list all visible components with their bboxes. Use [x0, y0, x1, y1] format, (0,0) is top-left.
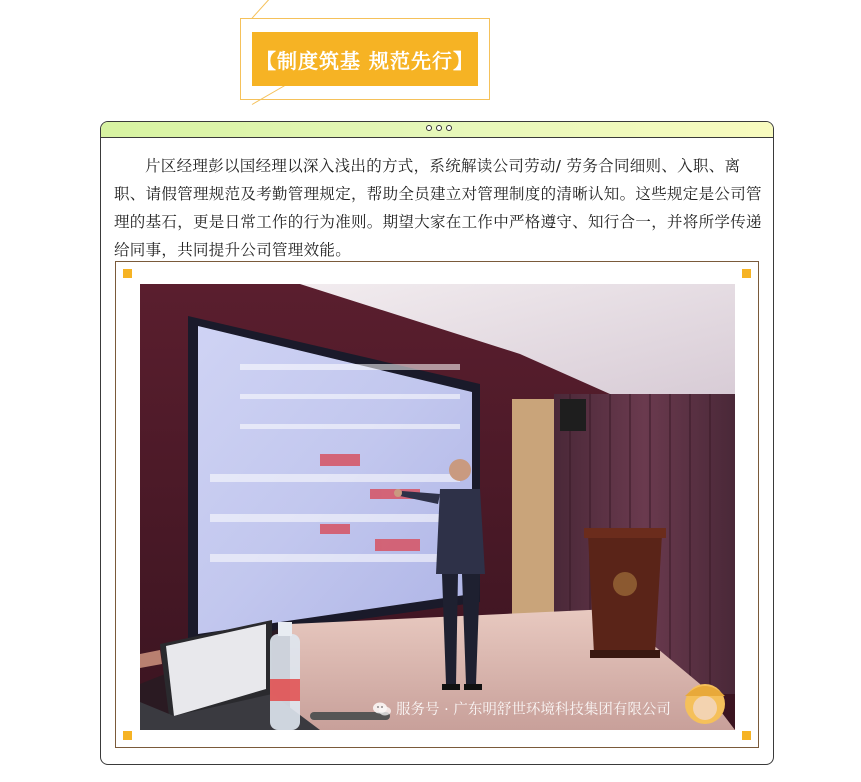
content-card	[100, 121, 774, 765]
card-header	[101, 122, 773, 138]
title-deco-line-top	[251, 0, 289, 19]
window-dots-icon	[426, 125, 452, 131]
title-box	[252, 32, 478, 86]
photo-frame	[115, 261, 759, 748]
dot-icon	[426, 125, 432, 131]
corner-deco	[742, 269, 751, 278]
corner-deco	[123, 731, 132, 740]
watermark-text: 服务号 · 广东明舒世环境科技集团有限公司	[396, 702, 671, 718]
wechat-icon	[372, 701, 392, 717]
watermark	[372, 698, 671, 719]
training-photo	[140, 284, 735, 730]
section-title: 【制度筑基 规范先行】	[256, 48, 474, 73]
training-photo-illustration	[140, 284, 735, 730]
dot-icon	[446, 125, 452, 131]
body-paragraph: 片区经理彭以国经理以深入浅出的方式，系统解读公司劳动/ 劳务合同细则、入职、离职、请假管理规范及考勤管理规定，帮助全员建立对管理制度的清晰认知。这些规定是公司管理的基石，更是日常工作的行为准则。期望大家在工作中严格遵守、知行合一，并将所学传递给同事，共同提升公司管理效能。	[114, 157, 762, 259]
corner-deco	[742, 731, 751, 740]
dot-icon	[436, 125, 442, 131]
corner-deco	[123, 269, 132, 278]
